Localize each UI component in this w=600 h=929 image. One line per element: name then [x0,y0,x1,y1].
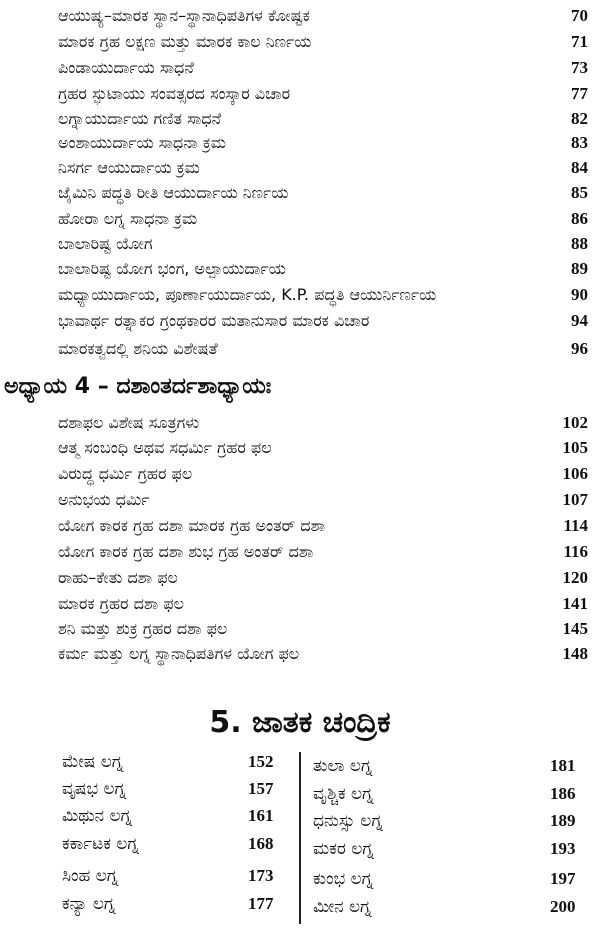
toc-entry-title: ಮಿಥುನ ಲಗ್ನ [62,806,133,826]
toc-entry [0,257,600,283]
toc-entry-page: 89 [571,259,588,278]
toc-entry [0,462,600,488]
toc-entry-title: ಬಾಲಾರಿಷ್ಟ ಯೋಗ ಭಂಗ, ಅಲ್ಪಾಯುರ್ದಾಯ [58,259,286,278]
toc-entry-page: 200 [550,897,576,916]
toc-entry-title: ಮಕರ ಲಗ್ನ [313,839,374,859]
toc-entry-title: ರಾಹು–ಕೇತು ದಶಾ ಫಲ [58,568,178,587]
toc-entry [0,309,600,335]
toc-entry-title: ಯೋಗ ಕಾರಕ ಗ್ರಹ ದಶಾ ಮಾರಕ ಗ್ರಹ ಅಂತರ್ ದಶಾ [58,516,326,535]
toc-entry-page: 157 [248,779,274,798]
toc-entry [0,866,295,894]
toc-entry-title: ಅನುಭಯ ಧರ್ಮಿ [58,490,150,509]
toc-entry-title: ಲಗ್ನಾಯುರ್ದಾಯ ಗಣಿತ ಸಾಧನೆ [58,109,222,128]
toc-entry-page: 161 [248,806,274,825]
toc-entry [305,839,595,867]
toc-entry [0,752,295,780]
toc-entry-title: ಆತ್ಮ ಸಂಬಂಧಿ ಅಥವ ಸಧರ್ಮಿ ಗ್ರಹರ ಫಲ [58,438,272,457]
toc-entry-page: 197 [550,869,576,888]
toc-entry-page: 152 [248,752,274,771]
toc-entry-page: 177 [248,894,274,913]
toc-entry [305,869,595,897]
toc-entry [305,897,595,925]
toc-entry [0,207,600,233]
toc-entry-page: 86 [571,209,588,228]
toc-entry-title: ಆಯುಷ್ಯ–ಮಾರಕ ಸ್ಥಾನ–ಸ್ಥಾನಾಧಿಪತಿಗಳ ಕೋಷ್ಟಕ [58,6,310,25]
toc-entry-title: ಮಧ್ಯಾಯುರ್ದಾಯ, ಪೂರ್ಣಾಯುರ್ದಾಯ, K.P. ಪದ್ಧತಿ ಆಯುರ್ನಿರ್ಣಯ [58,285,437,304]
toc-entry-title: ಬಾಲಾರಿಷ್ಟ ಯೋಗ [58,234,153,253]
toc-entry-page: 82 [571,109,588,128]
toc-entry-page: 186 [550,784,576,803]
toc-entry-page: 94 [571,311,588,330]
toc-entry [0,232,600,258]
toc-entry [0,617,600,643]
toc-entry-title: ಮಾರಕ ಗ್ರಹರ ದಶಾ ಫಲ [58,594,185,613]
toc-entry [0,834,295,862]
toc-entry-page: 84 [571,158,588,177]
toc-entry-page: 70 [571,6,588,25]
toc-entry-title: ಕರ್ಕಾಟಕ ಲಗ್ನ [62,834,139,854]
toc-entry-page: 106 [562,464,588,483]
toc-entry [0,283,600,309]
toc-entry-title: ಧನುಸ್ಸು ಲಗ್ನ [313,811,383,831]
toc-entry [0,30,600,56]
toc-entry [0,181,600,207]
toc-entry-page: 102 [562,413,588,432]
toc-entry-title: ಹೋರಾ ಲಗ್ನ ಸಾಧನಾ ಕ್ರಮ [58,209,198,228]
toc-entry-title: ಮಾರಕತ್ವದಲ್ಲಿ ಶನಿಯ ವಿಶೇಷತೆ [58,339,218,358]
toc-entry-page: 88 [571,234,588,253]
toc-entry [0,4,600,30]
toc-entry-title: ಕನ್ಯಾ ಲಗ್ನ [62,894,116,914]
toc-entry-page: 83 [571,133,588,152]
toc-entry [305,756,595,784]
toc-entry-page: 90 [571,285,588,304]
toc-entry [0,806,295,834]
toc-entry-page: 148 [562,644,588,663]
toc-entry-title: ವೃಷಭ ಲಗ್ನ [62,779,126,799]
toc-entry [0,131,600,157]
toc-entry [0,488,600,514]
toc-entry-title: ಮೀನ ಲಗ್ನ [313,897,372,917]
toc-entry-title: ಯೋಗ ಕಾರಕ ಗ್ರಹ ದಶಾ ಶುಭ ಗ್ರಹ ಅಂತರ್ ದಶಾ [58,542,314,561]
toc-entry-page: 181 [550,756,576,775]
toc-entry-title: ಕರ್ಮ ಮತ್ತು ಲಗ್ನ ಸ್ಥಾನಾಧಿಪತಿಗಳ ಯೋಗ ಫಲ [58,644,300,663]
toc-entry-page: 141 [562,594,588,613]
toc-entry [305,811,595,839]
toc-entry-title: ಸಿಂಹ ಲಗ್ನ [62,866,119,886]
chapter-4-heading: ಅಧ್ಯಾಯ 4 – ದಶಾಂತರ್ದಶಾಧ್ಯಾಯಃ [4,374,272,399]
toc-entry-page: 114 [563,516,588,535]
toc-entry-title: ನಿಸರ್ಗ ಆಯುರ್ದಾಯ ಕ್ರಮ [58,158,200,177]
toc-entry-page: 145 [562,619,588,638]
toc-entry-title: ಅಂಶಾಯುರ್ದಾಯ ಸಾಧನಾ ಕ್ರಮ [58,133,226,152]
toc-entry [0,514,600,540]
toc-entry-title: ಜೈಮಿನಿ ಪದ್ಧತಿ ರೀತಿ ಆಯುರ್ದಾಯ ನಿರ್ಣಯ [58,183,289,202]
section-5-heading: 5. ಜಾತಕ ಚಂದ್ರಿಕ [209,705,391,740]
toc-entry [0,592,600,618]
toc-entry-title: ಕುಂಭ ಲಗ್ನ [313,869,374,889]
toc-entry [0,779,295,807]
toc-entry [0,156,600,182]
toc-entry-title: ವಿರುದ್ಧ ಧರ್ಮಿ ಗ್ರಹರ ಫಲ [58,464,193,483]
toc-entry-page: 71 [571,32,588,51]
toc-entry [0,107,600,133]
toc-entry-title: ಭಾವಾರ್ಥ ರತ್ನಾಕರ ಗ್ರಂಥಕಾರರ ಮತಾನುಸಾರ ಮಾರಕ ವಿಚಾರ [58,311,370,330]
toc-entry-page: 96 [571,339,588,358]
toc-entry [0,56,600,82]
toc-entry-title: ಪಿಂಡಾಯುರ್ದಾಯ ಸಾಧನೆ [58,58,194,77]
toc-entry-title: ಗ್ರಹರ ಸ್ಫುಟಾಯು ಸಂವತ್ಸರದ ಸಂಸ್ಕಾರ ವಿಚಾರ [58,84,291,103]
toc-entry-title: ಮೇಷ ಲಗ್ನ [62,752,124,772]
toc-entry-page: 168 [248,834,274,853]
toc-entry-title: ದಶಾಫಲ ವಿಶೇಷ ಸೂತ್ರಗಳು [58,413,200,432]
toc-entry-page: 107 [562,490,588,509]
toc-entry [0,642,600,668]
toc-entry-page: 193 [550,839,576,858]
toc-entry [0,540,600,566]
toc-entry [0,411,600,437]
toc-entry-title: ವೃಶ್ಚಿಕ ಲಗ್ನ [313,784,374,804]
toc-entry-page: 173 [248,866,274,885]
toc-entry-page: 73 [571,58,588,77]
toc-entry [0,566,600,592]
toc-entry-title: ಶನಿ ಮತ್ತು ಶುಕ್ರ ಗ್ರಹರ ದಶಾ ಫಲ [58,619,228,638]
toc-entry [0,894,295,922]
toc-entry [0,337,600,363]
toc-entry-title: ತುಲಾ ಲಗ್ನ [313,756,373,776]
toc-entry-page: 77 [571,84,588,103]
toc-entry-page: 189 [550,811,576,830]
toc-entry-title: ಮಾರಕ ಗ್ರಹ ಲಕ್ಷಣ ಮತ್ತು ಮಾರಕ ಕಾಲ ನಿರ್ಣಯ [58,32,312,51]
toc-entry-page: 85 [571,183,588,202]
toc-entry [0,436,600,462]
toc-entry [305,784,595,812]
toc-entry [0,82,600,108]
toc-entry-page: 105 [562,438,588,457]
toc-entry-page: 116 [563,542,588,561]
toc-entry-page: 120 [562,568,588,587]
column-divider [299,752,301,924]
